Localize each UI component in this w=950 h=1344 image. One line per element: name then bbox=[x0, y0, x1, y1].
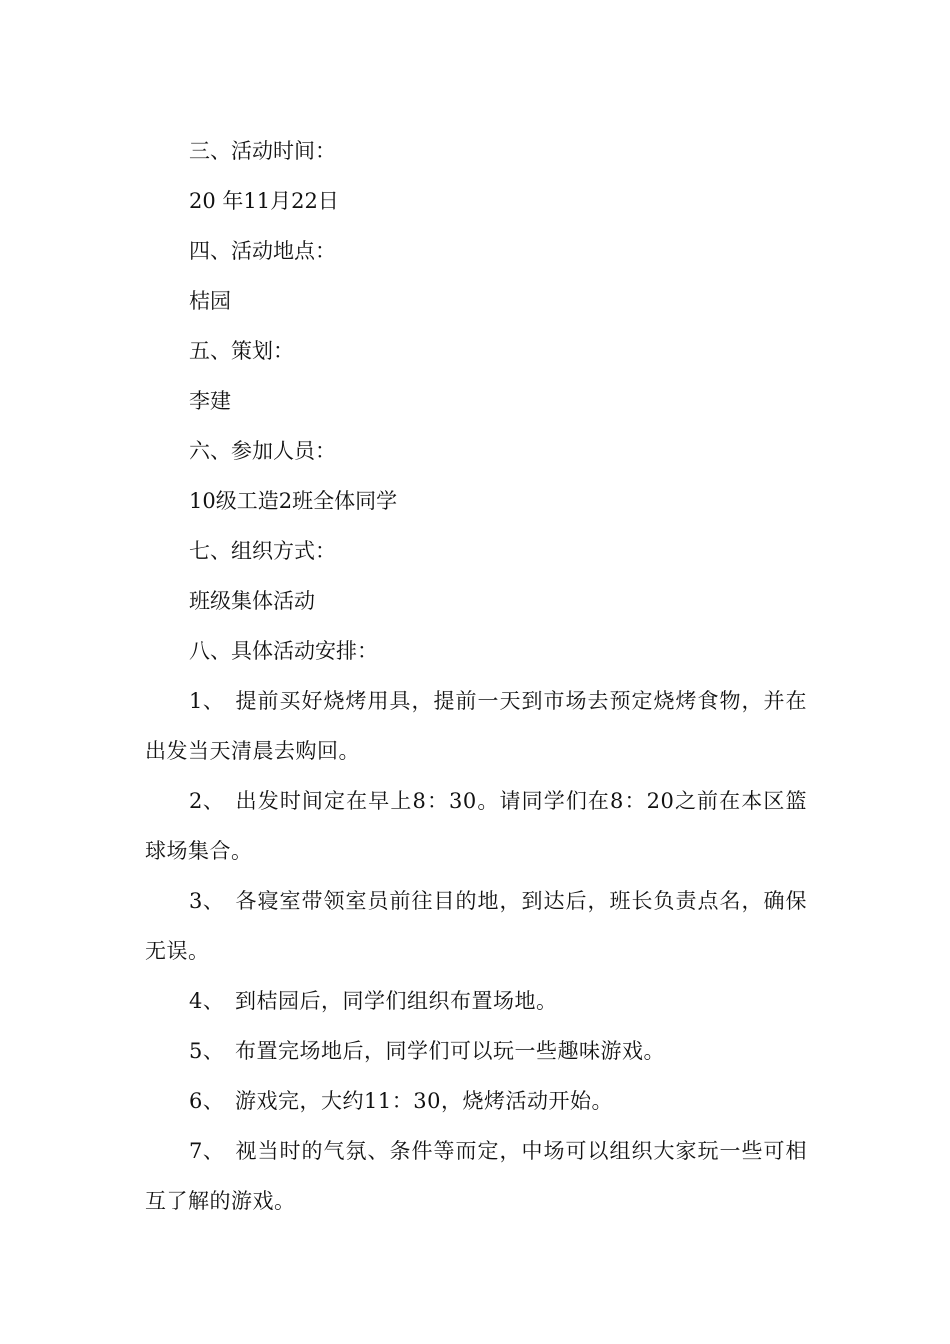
section-value-location: 桔园 bbox=[189, 289, 231, 313]
schedule-item bbox=[145, 1126, 807, 1226]
schedule-item-text: 提前买好烧烤用具，提前一天到市场去预定烧烤食物，并在出发当天清晨去购回。 bbox=[145, 689, 807, 763]
section-heading-participants: 六、参加人员： bbox=[189, 439, 336, 463]
schedule-item-number: 4、 bbox=[189, 989, 225, 1013]
schedule-item bbox=[145, 676, 807, 776]
schedule-item-text: 游戏完，大约11：30，烧烤活动开始。 bbox=[235, 1089, 613, 1113]
schedule-item bbox=[145, 1026, 807, 1076]
section-heading-time: 三、活动时间： bbox=[189, 139, 336, 163]
schedule-item-number: 7、 bbox=[189, 1139, 225, 1163]
schedule-item bbox=[145, 776, 807, 876]
schedule-item-number: 6、 bbox=[189, 1089, 225, 1113]
section-heading-location: 四、活动地点： bbox=[189, 239, 336, 263]
schedule-item-number: 5、 bbox=[189, 1039, 225, 1063]
schedule-item-number: 3、 bbox=[189, 889, 225, 913]
section-value-organization: 班级集体活动 bbox=[189, 589, 315, 613]
section-value-planner: 李建 bbox=[189, 389, 231, 413]
schedule-item-text: 各寝室带领室员前往目的地，到达后，班长负责点名，确保无误。 bbox=[145, 889, 807, 963]
section-value-time: 20 年11月22日 bbox=[189, 189, 339, 213]
schedule-item-text: 出发时间定在早上8：30。请同学们在8：20之前在本区篮球场集合。 bbox=[145, 789, 807, 863]
section-value-participants: 10级工造2班全体同学 bbox=[189, 489, 398, 513]
section-heading-schedule: 八、具体活动安排： bbox=[189, 639, 378, 663]
schedule-item-text: 视当时的气氛、条件等而定，中场可以组织大家玩一些可相互了解的游戏。 bbox=[145, 1139, 807, 1213]
section-heading-organization: 七、组织方式： bbox=[189, 539, 336, 563]
schedule-item bbox=[145, 876, 807, 976]
section-heading-planner: 五、策划： bbox=[189, 339, 294, 363]
document-body bbox=[145, 126, 807, 1226]
schedule-item-number: 1、 bbox=[189, 689, 225, 713]
schedule-item bbox=[145, 976, 807, 1026]
schedule-item-text: 到桔园后，同学们组织布置场地。 bbox=[235, 989, 558, 1013]
schedule-item bbox=[145, 1076, 807, 1126]
schedule-item-text: 布置完场地后，同学们可以玩一些趣味游戏。 bbox=[235, 1039, 665, 1063]
schedule-item-number: 2、 bbox=[189, 789, 225, 813]
